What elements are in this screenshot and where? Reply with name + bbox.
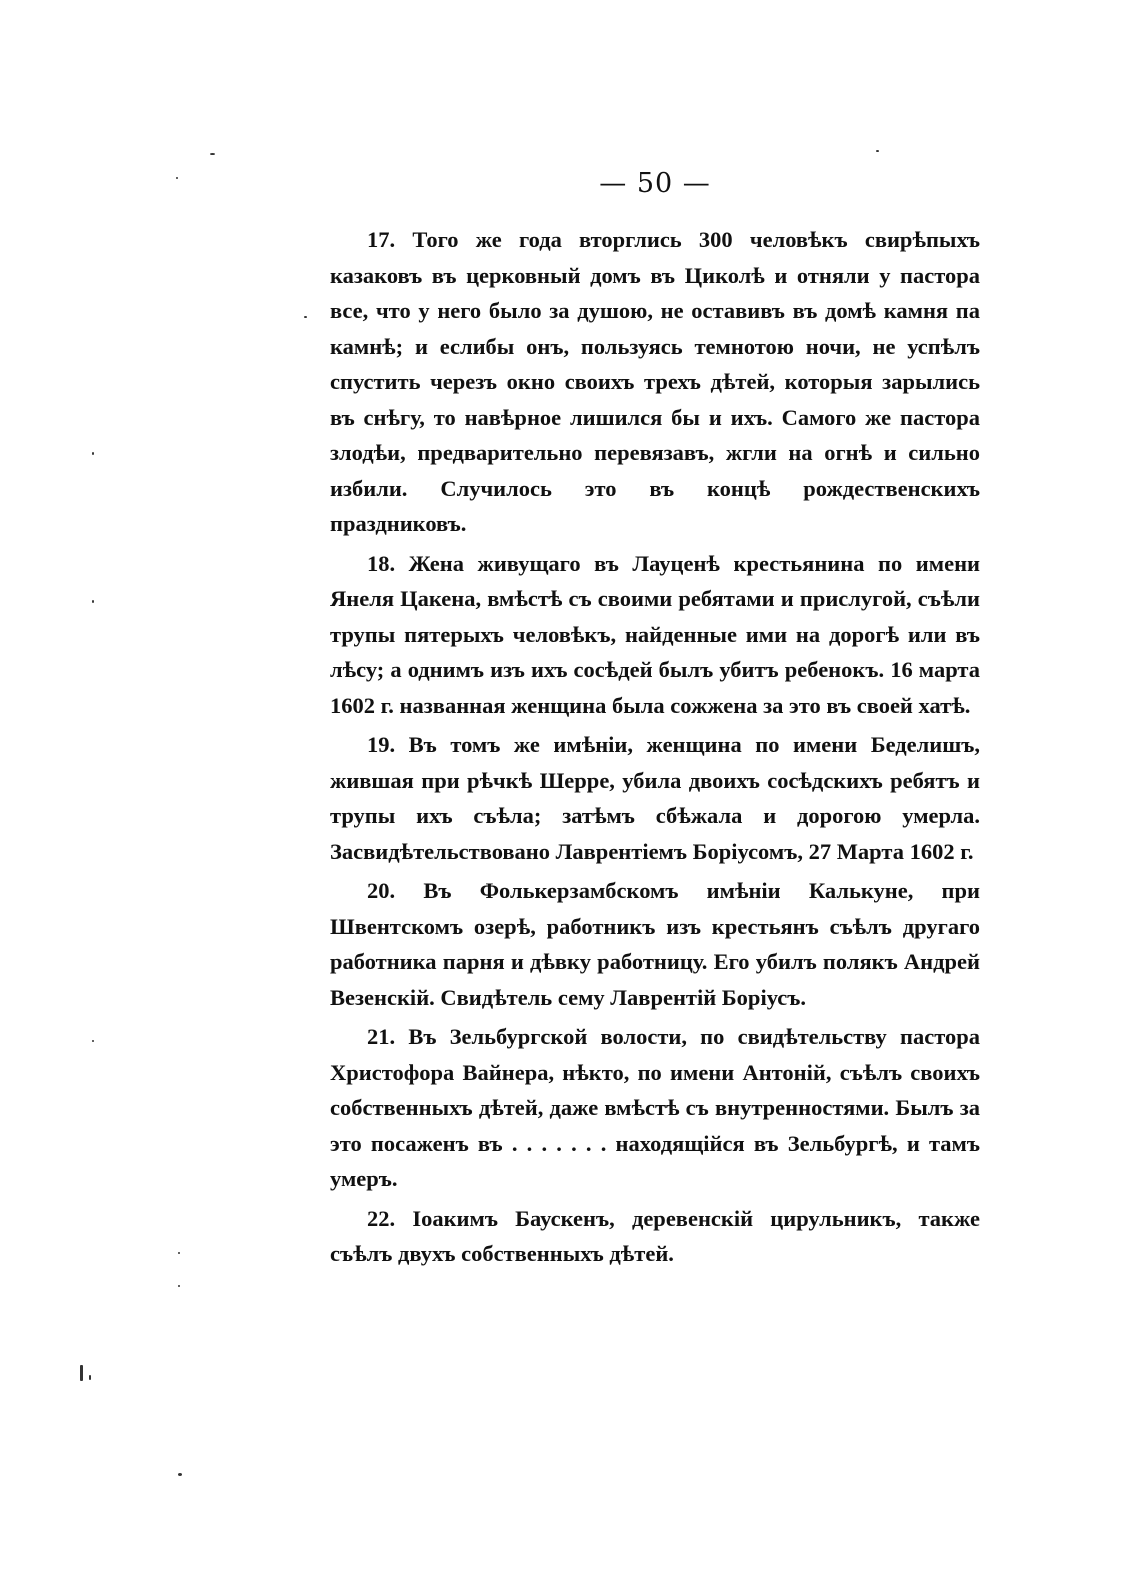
paragraph-17: 17. Того же года вторглись 300 человѣкъ свирѣпыхъ казаковъ въ церковный домъ въ Циколѣ и отняли у пастора все, что у него было за душою, не оставивъ въ домѣ камня па камнѣ; и еслибы онъ, пользуясь темнотою ночи, не успѣлъ спустить черезъ окно своихъ трехъ дѣтей, которыя зарылись въ снѣгу, то навѣрное лишился бы и ихъ. Самого же пастора злодѣи, предварительно перевязавъ, жгли на огнѣ и сильно избили. Случилось это въ концѣ рождественскихъ праздниковъ.	[330, 227, 980, 536]
paragraph-21: 21. Въ Зельбургской волости, по свидѣтельству пастора Христофора Вайнера, нѣкто, по имени Антоній, съѣлъ своихъ собственныхъ дѣтей, даже вмѣстѣ съ внутренностями. Былъ за это посаженъ въ . . . . . . . находящійся въ Зельбургѣ, и тамъ умеръ.	[330, 1024, 980, 1191]
paragraph-18: 18. Жена живущаго въ Лауценѣ крестьянина по имени Янеля Цакена, вмѣстѣ съ своими ребятами и прислугой, съѣли трупы пятерыхъ человѣкъ, найденные ими на дорогѣ или въ лѣсу; а однимъ изъ ихъ сосѣдей былъ убитъ ребенокъ. 16 марта 1602 г. названная женщина была сожжена за это въ своей хатѣ.	[330, 550, 980, 718]
paragraph-22: 22. Іоакимъ Баускенъ, деревенскій цирульникъ, также съѣлъ двухъ собственныхъ дѣтей.	[330, 1205, 980, 1266]
scan-speck	[178, 1473, 182, 1476]
scan-speck	[80, 1365, 83, 1381]
scan-speck	[876, 150, 879, 152]
scan-speck	[178, 1285, 180, 1287]
scan-speck	[176, 177, 178, 179]
body-text	[330, 222, 980, 1276]
scan-speck	[178, 1252, 180, 1254]
page-number: — 50 —	[599, 168, 711, 199]
scan-speck	[92, 600, 94, 603]
scan-speck	[210, 153, 215, 155]
paragraph-19: 19. Въ томъ же имѣніи, женщина по имени Беделишъ, жившая при рѣчкѣ Шерре, убила двоихъ сосѣдскихъ ребятъ и трупы ихъ съѣла; затѣмъ сбѣжала и дорогою умерла. Засвидѣтельствовано Лаврентіемъ Боріусомъ, 27 Марта 1602 г.	[330, 732, 980, 864]
scan-speck	[92, 452, 94, 455]
scan-speck	[92, 1040, 94, 1042]
scan-speck	[89, 1375, 91, 1380]
scan-speck	[304, 316, 307, 318]
paragraph-20: 20. Въ Фолькерзамбскомъ имѣніи Калькуне, при Швентскомъ озерѣ, работникъ изъ крестьянъ съѣлъ другаго работника парня и дѣвку работницу. Его убилъ полякъ Андрей Везенскій. Свидѣтель сему Лаврентій Боріусъ.	[330, 878, 980, 1010]
